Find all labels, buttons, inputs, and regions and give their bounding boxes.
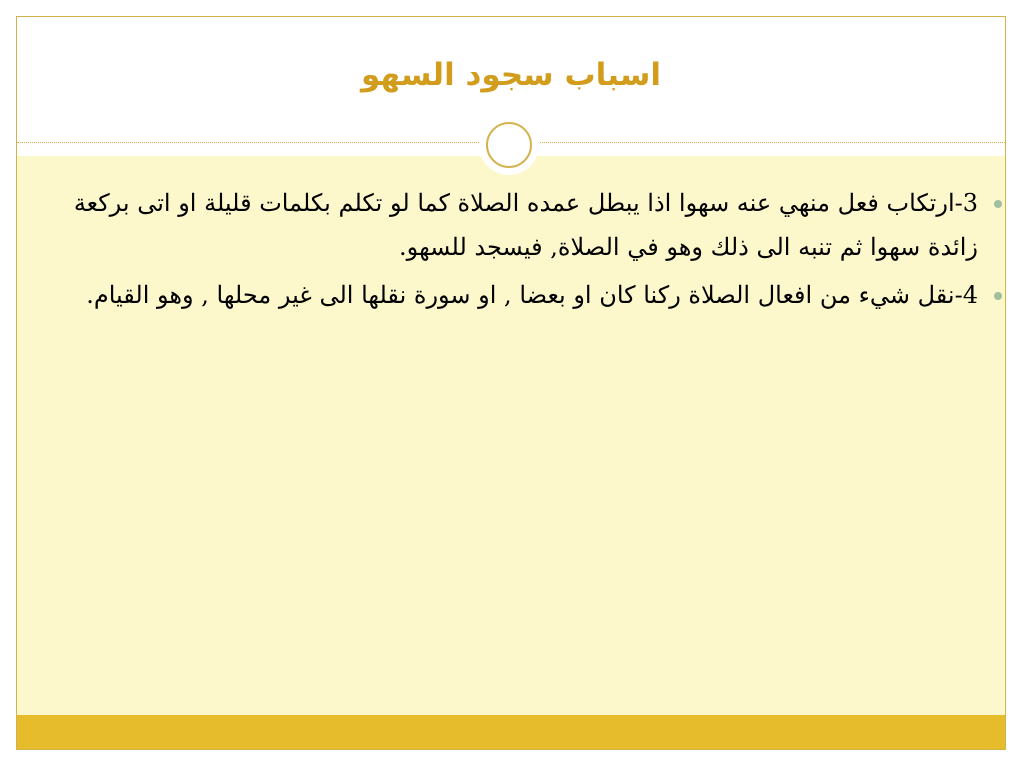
bullet-item [73,273,978,317]
slide-title: اسباب سجود السهو [360,57,662,93]
bullet-text: 4-نقل شيء من افعال الصلاة ركنا كان او بعضا , او سورة نقلها الى غير محلها , وهو القيام. [86,281,978,309]
slide [16,16,1006,750]
bullet-dot-icon [994,200,1002,208]
footer-bar [17,715,1005,749]
bullet-dot-icon [994,292,1002,300]
slide-content [73,181,978,321]
bullet-item [73,181,978,269]
ring-ornament-icon [486,122,532,168]
bullet-text: 3-ارتكاب فعل منهي عنه سهوا اذا يبطل عمده الصلاة كما لو تكلم بكلمات قليلة او اتى بركعة زائدة سهوا ثم تنبه الى ذلك وهو في الصلاة, فيسجد للسهو. [73,189,978,261]
